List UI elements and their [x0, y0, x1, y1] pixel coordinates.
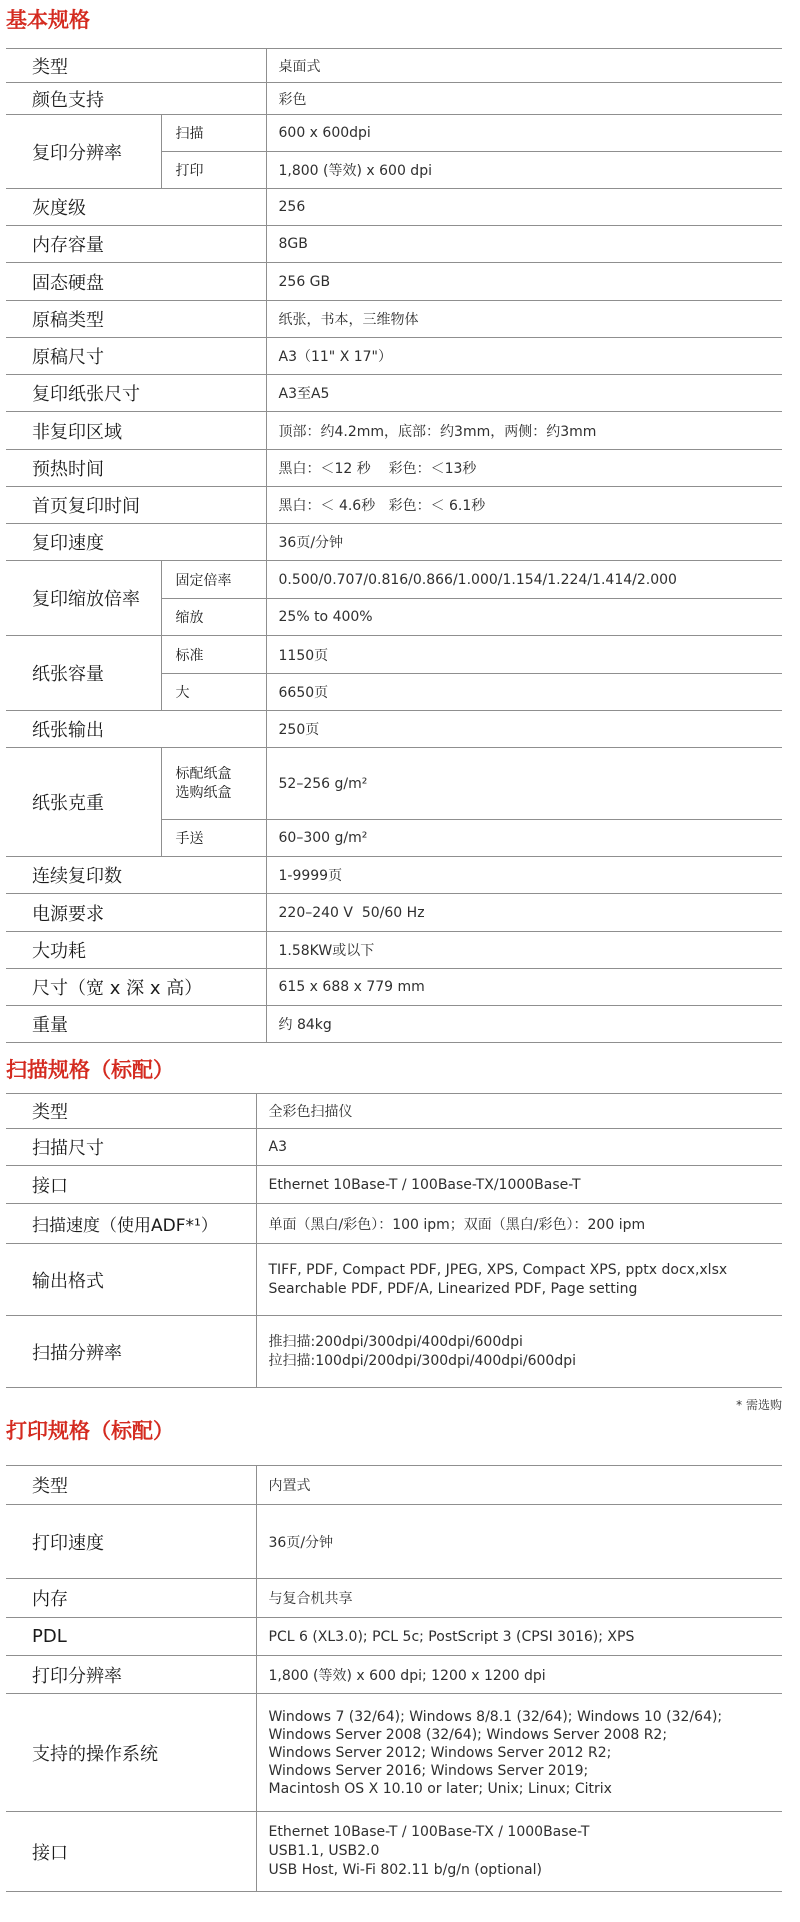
- sub-label: 打印: [161, 152, 266, 189]
- row-value: [256, 1694, 782, 1812]
- row-value: 顶部：约4.2mm，底部：约3mm，两侧：约3mm: [266, 412, 782, 450]
- table-row: [6, 1812, 782, 1892]
- table-row: [6, 969, 782, 1006]
- row-value: 1,800 (等效) x 600 dpi; 1200 x 1200 dpi: [256, 1656, 782, 1694]
- row-value: A3至A5: [266, 375, 782, 412]
- table-row: [6, 932, 782, 969]
- value-line: TIFF, PDF, Compact PDF, JPEG, XPS, Compact XPS, pptx docx,xlsx: [268, 1261, 728, 1278]
- row-label: 固态硬盘: [6, 263, 266, 301]
- table-row: [6, 338, 782, 375]
- basic-spec-table: [6, 48, 782, 1043]
- table-row: [6, 1094, 782, 1129]
- table-row: [6, 1166, 782, 1204]
- row-value: 615 x 688 x 779 mm: [266, 969, 782, 1006]
- table-row: [6, 1694, 782, 1812]
- scan-spec-table: [6, 1093, 782, 1388]
- row-value: 1,800 (等效) x 600 dpi: [266, 152, 782, 189]
- table-row: [6, 226, 782, 263]
- print-spec-table: [6, 1465, 782, 1892]
- row-label: 纸张容量: [6, 636, 161, 711]
- table-row: [6, 1579, 782, 1618]
- table-row: [6, 1204, 782, 1244]
- table-row: [6, 375, 782, 412]
- row-value: 8GB: [266, 226, 782, 263]
- value-line: Windows 7 (32/64); Windows 8/8.1 (32/64); Windows 10 (32/64);: [268, 1708, 723, 1725]
- row-label: 连续复印数: [6, 857, 266, 894]
- row-label: 尺寸（宽 x 深 x 高）: [6, 969, 266, 1006]
- sub-label: 标准: [161, 636, 266, 674]
- value-line: 推扫描:200dpi/300dpi/400dpi/600dpi: [268, 1333, 523, 1350]
- row-value: 36页/分钟: [256, 1505, 782, 1579]
- table-row: [6, 487, 782, 524]
- table-row: [6, 301, 782, 338]
- row-label: 电源要求: [6, 894, 266, 932]
- row-value: 内置式: [256, 1466, 782, 1505]
- table-row: [6, 894, 782, 932]
- row-value: Ethernet 10Base-T / 100Base-TX/1000Base-T: [256, 1166, 782, 1204]
- table-row: [6, 1618, 782, 1656]
- row-value: 纸张，书本，三维物体: [266, 301, 782, 338]
- print-spec-title: 打印规格（标配）: [6, 1419, 174, 1443]
- row-label: 预热时间: [6, 450, 266, 487]
- row-label: 打印速度: [6, 1505, 256, 1579]
- row-value: 单面（黑白/彩色）：100 ipm；双面（黑白/彩色）：200 ipm: [256, 1204, 782, 1244]
- table-row: [6, 263, 782, 301]
- row-value: 60–300 g/m²: [266, 820, 782, 857]
- row-label: 复印缩放倍率: [6, 561, 161, 636]
- row-value: PCL 6 (XL3.0); PCL 5c; PostScript 3 (CPSI 3016); XPS: [256, 1618, 782, 1656]
- table-row: [6, 115, 782, 152]
- table-row: [6, 1656, 782, 1694]
- sub-label: 扫描: [161, 115, 266, 152]
- table-row: [6, 189, 782, 226]
- table-row: [6, 748, 782, 820]
- row-label: 首页复印时间: [6, 487, 266, 524]
- row-value: 250页: [266, 711, 782, 748]
- row-label: 灰度级: [6, 189, 266, 226]
- table-row: [6, 1466, 782, 1505]
- sub-label: 手送: [161, 820, 266, 857]
- row-value: A3（11" X 17"）: [266, 338, 782, 375]
- basic-spec-title: 基本规格: [6, 8, 90, 32]
- row-value: 25% to 400%: [266, 599, 782, 636]
- value-line: Ethernet 10Base-T / 100Base-TX / 1000Base-T: [268, 1824, 590, 1840]
- row-label: 扫描分辨率: [6, 1316, 256, 1388]
- table-row: [6, 561, 782, 599]
- value-line: USB1.1, USB2.0: [268, 1843, 380, 1859]
- row-value: 与复合机共享: [256, 1579, 782, 1618]
- row-label: 复印速度: [6, 524, 266, 561]
- row-label: 复印纸张尺寸: [6, 375, 266, 412]
- table-row: [6, 524, 782, 561]
- row-value: 220–240 V 50/60 Hz: [266, 894, 782, 932]
- row-value: 1-9999页: [266, 857, 782, 894]
- row-label: PDL: [6, 1618, 256, 1656]
- row-label: 原稿尺寸: [6, 338, 266, 375]
- row-label: 内存: [6, 1579, 256, 1618]
- row-value: 256: [266, 189, 782, 226]
- row-label: 重量: [6, 1006, 266, 1043]
- value-line: 拉扫描:100dpi/200dpi/300dpi/400dpi/600dpi: [268, 1352, 577, 1369]
- table-row: [6, 49, 782, 83]
- value-line: USB Host, Wi-Fi 802.11 b/g/n (optional): [268, 1862, 542, 1878]
- row-value: 1150页: [266, 636, 782, 674]
- row-label: 内存容量: [6, 226, 266, 263]
- table-row: [6, 636, 782, 674]
- row-value: 全彩色扫描仪: [256, 1094, 782, 1129]
- row-value: 256 GB: [266, 263, 782, 301]
- table-row: [6, 857, 782, 894]
- row-value: [256, 1244, 782, 1316]
- table-row: [6, 1244, 782, 1316]
- row-value: 约 84kg: [266, 1006, 782, 1043]
- row-value: A3: [256, 1129, 782, 1166]
- sub-label: 缩放: [161, 599, 266, 636]
- value-line: Searchable PDF, PDF/A, Linearized PDF, Page setting: [268, 1280, 638, 1297]
- row-value: 桌面式: [266, 49, 782, 83]
- table-row: [6, 1129, 782, 1166]
- table-row: [6, 1316, 782, 1388]
- row-value: [256, 1812, 782, 1892]
- sub-label: 固定倍率: [161, 561, 266, 599]
- row-label: 大功耗: [6, 932, 266, 969]
- table-row: [6, 412, 782, 450]
- row-label: 类型: [6, 1094, 256, 1129]
- table-row: [6, 711, 782, 748]
- row-label: 纸张输出: [6, 711, 266, 748]
- row-label: 原稿类型: [6, 301, 266, 338]
- row-label: 颜色支持: [6, 83, 266, 115]
- row-label: 打印分辨率: [6, 1656, 256, 1694]
- row-value: 6650页: [266, 674, 782, 711]
- row-value: 52–256 g/m²: [266, 748, 782, 820]
- row-label: 类型: [6, 49, 266, 83]
- row-label: 扫描速度（使用ADF*¹）: [6, 1204, 256, 1244]
- row-value: 36页/分钟: [266, 524, 782, 561]
- optional-footnote: * 需选购: [736, 1398, 782, 1412]
- row-value: 黑白：＜12 秒 彩色：＜13秒: [266, 450, 782, 487]
- row-value: 黑白：＜ 4.6秒 彩色：＜ 6.1秒: [266, 487, 782, 524]
- row-value: 彩色: [266, 83, 782, 115]
- row-label: 接口: [6, 1812, 256, 1892]
- row-value: 0.500/0.707/0.816/0.866/1.000/1.154/1.224/1.414/2.000: [266, 561, 782, 599]
- table-row: [6, 1006, 782, 1043]
- value-line: Windows Server 2012; Windows Server 2012 R2;: [268, 1744, 612, 1761]
- row-label: 支持的操作系统: [6, 1694, 256, 1812]
- sub-label: 大: [161, 674, 266, 711]
- table-row: [6, 1505, 782, 1579]
- row-label: 复印分辨率: [6, 115, 161, 189]
- value-line: Windows Server 2016; Windows Server 2019;: [268, 1762, 589, 1779]
- value-line: Macintosh OS X 10.10 or later; Unix; Linux; Citrix: [268, 1780, 612, 1797]
- scan-spec-title: 扫描规格（标配）: [6, 1058, 174, 1082]
- sub-label-line: 标配纸盒: [175, 765, 232, 782]
- row-value: [256, 1316, 782, 1388]
- row-label: 接口: [6, 1166, 256, 1204]
- row-label: 扫描尺寸: [6, 1129, 256, 1166]
- value-line: Windows Server 2008 (32/64); Windows Server 2008 R2;: [268, 1726, 668, 1743]
- table-row: [6, 450, 782, 487]
- sub-label-line: 选购纸盒: [175, 784, 232, 801]
- table-row: [6, 83, 782, 115]
- row-label: 纸张克重: [6, 748, 161, 857]
- row-value: 1.58KW或以下: [266, 932, 782, 969]
- row-value: 600 x 600dpi: [266, 115, 782, 152]
- row-label: 输出格式: [6, 1244, 256, 1316]
- row-label: 类型: [6, 1466, 256, 1505]
- sub-label: [161, 748, 266, 820]
- row-label: 非复印区域: [6, 412, 266, 450]
